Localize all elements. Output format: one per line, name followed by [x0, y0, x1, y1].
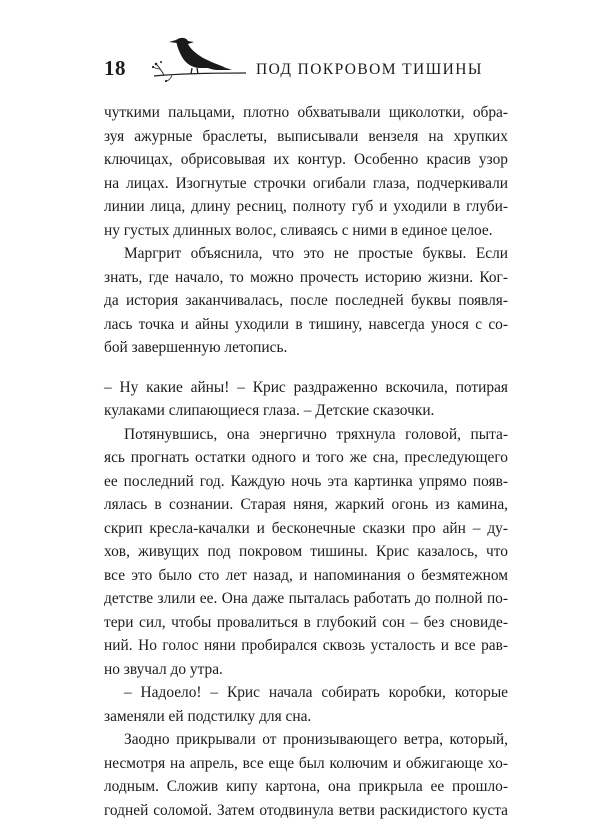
- text-line: лодным. Сложив кипу картона, она прикрыла ее прошло-: [104, 775, 508, 799]
- text-line: зуя ажурные браслеты, выписывали вензеля на хрупких: [104, 125, 508, 149]
- text-line: Маргрит объяснила, что это не простые буквы. Если: [104, 242, 508, 266]
- text-line: на лицах. Изогнутые строчки огибали глаза, подчеркивали: [104, 172, 508, 196]
- text-line: да история заканчивалась, после последней буквы появля-: [104, 289, 508, 313]
- text-line: годней соломой. Затем отодвинула ветви раскидистого куста: [104, 799, 508, 822]
- text-line: лась точка и айны уходили в тишину, навсегда унося с со-: [104, 313, 508, 337]
- text-line: все это было сто лет назад, и напоминания о безмятежном: [104, 564, 508, 588]
- text-line: скрип кресла-качалки и бесконечные сказки про айн – ду-: [104, 517, 508, 541]
- paragraph-gap: [104, 360, 508, 376]
- text-line: – Надоело! – Крис начала собирать коробки, которые: [104, 681, 508, 705]
- text-line: несмотря на апрель, все еще был колючим и обжигающе хо-: [104, 752, 508, 776]
- text-line: ясь прогнать остатки одного и того же сна, преследующего: [104, 446, 508, 470]
- text-line: ее последний год. Каждую ночь эта картинка упрямо появ-: [104, 470, 508, 494]
- text-line: знать, где начало, то можно прочесть историю жизни. Ког-: [104, 266, 508, 290]
- text-line: бой завершенную летопись.: [104, 336, 508, 360]
- body-text: [104, 101, 508, 822]
- text-line: чуткими пальцами, плотно обхватывали щиколотки, обра-: [104, 101, 508, 125]
- text-line: ключицах, обрисовывая их контур. Особенно красив узор: [104, 148, 508, 172]
- text-line: ний. Но голос няни пробирался сквозь усталость и все рав-: [104, 634, 508, 658]
- text-line: но звучал до утра.: [104, 658, 508, 682]
- page-number: 18: [104, 58, 126, 79]
- running-title: ПОД ПОКРОВОМ ТИШИНЫ: [256, 62, 483, 78]
- text-line: Потянувшись, она энергично тряхнула головой, пыта-: [104, 423, 508, 447]
- text-line: Заодно прикрывали от пронизывающего ветра, который,: [104, 728, 508, 752]
- text-line: линии лица, длину ресниц, полноту губ и уходили в глуби-: [104, 195, 508, 219]
- text-line: хов, живущих под покровом тишины. Крис казалось, что: [104, 540, 508, 564]
- text-line: кулаками слипающиеся глаза. – Детские сказочки.: [104, 399, 508, 423]
- crow-on-branch-icon: [150, 32, 250, 84]
- text-line: – Ну какие айны! – Крис раздраженно вскочила, потирая: [104, 376, 508, 400]
- text-line: ну густых длинных волос, сливаясь с ними в единое целое.: [104, 219, 508, 243]
- text-line: лялась в сознании. Старая няня, жаркий огонь из камина,: [104, 493, 508, 517]
- text-line: детстве злили ее. Она даже пыталась работать до полной по-: [104, 587, 508, 611]
- text-line: тери сил, чтобы провалиться в глубокий сон – без сновиде-: [104, 611, 508, 635]
- text-line: заменяли ей подстилку для сна.: [104, 705, 508, 729]
